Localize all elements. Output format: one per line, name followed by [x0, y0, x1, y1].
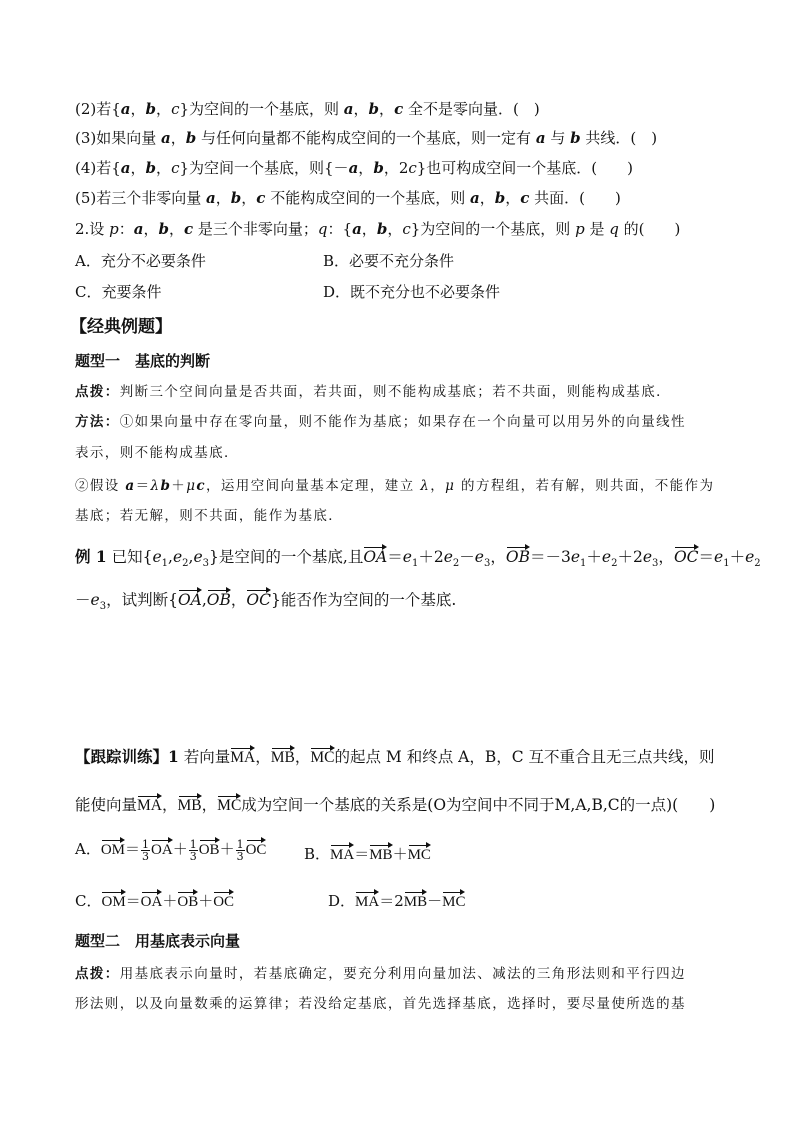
example1-line1: 例 1 已知$\{e_1,e_2,e_3\}$是空间的一个基底,且$OA=e_1+2e_2-e_3$，$OB=-3e_1+e_2+2e_3$，$OC=e_1+e_2$	[75, 547, 761, 570]
question-5: (5)若三个非零向量 a，b，c 不能构成空间的一个基底，则 a，b，c 共面．( )	[75, 189, 621, 207]
track-choice-a: A．OM＝ $\frac{1}{3}$ OA＋ $\frac{1}{3}$ OB＋ $\frac{1}{3}$ OC	[75, 837, 267, 863]
choice-c: C．充要条件	[75, 283, 162, 301]
example1-line2: $-e_3$，试判断{OA,OB，OC}能否作为空间的一个基底.	[75, 591, 457, 613]
choice-b: B．必要不充分条件	[323, 252, 455, 270]
question-4: (4)若{a，b，c}为空间一个基底，则{－a，b，2c}也可构成空间一个基底．( )	[75, 159, 634, 177]
question-6: 2.设 p：a，b，c 是三个非零向量；q：{a，b，c}为空间的一个基底，则 p 是 q 的( )	[75, 220, 681, 238]
question-2: (2)若{a，b，c}为空间的一个基底，则 a，b，c 全不是零向量．( )	[75, 100, 540, 118]
type1-title: 题型一 基底的判断	[75, 352, 211, 370]
question-3: (3)如果向量 a，b 与任何向量都不能构成空间的一个基底，则一定有 a 与 b 共线．( )	[75, 129, 658, 147]
track-line1: 【跟踪训练】1 若向量MA，MB，MC的起点 M 和终点 A，B，C 互不重合且无三点共线，则	[75, 746, 715, 769]
type2-title: 题型二 用基底表示向量	[75, 932, 241, 950]
track-line2: 能使向量MA，MB，MC成为空间一个基底的关系是(O为空间中不同于M,A,B,C的一点)( )	[75, 794, 715, 817]
track-choice-b: B．MA＝MB＋MC	[304, 843, 431, 866]
type1-tip: 点拨：判断三个空间向量是否共面，若共面，则不能构成基底；若不共面，则能构成基底．	[75, 384, 672, 400]
type1-method2b: 基底；若无解，则不共面，能作为基底．	[75, 508, 344, 524]
type2-tip1: 点拨：用基底表示向量时，若基底确定，要充分利用向量加法、减法的三角形法则和平行四边	[75, 966, 686, 982]
track-choice-c: C．OM＝OA＋OB＋OC	[75, 890, 234, 913]
type1-method1b: 表示，则不能构成基底．	[75, 445, 239, 461]
choice-a: A．充分不必要条件	[75, 252, 206, 270]
choice-d: D．既不充分也不必要条件	[323, 283, 501, 301]
track-choice-d: D．MA＝2MB－MC	[328, 890, 465, 913]
type1-method2: ②假设 a＝λb＋μc，运用空间向量基本定理，建立 λ，μ 的方程组，若有解，则共面，不能作为	[75, 478, 715, 494]
type2-tip2: 形法则，以及向量数乘的运算律；若没给定基底，首先选择基底，选择时，要尽量使所选的基	[75, 996, 686, 1012]
type1-method1: 方法：①如果向量中存在零向量，则不能作为基底；如果存在一个向量可以用另外的向量线性	[75, 414, 686, 430]
section-title: 【经典例题】	[70, 317, 172, 337]
